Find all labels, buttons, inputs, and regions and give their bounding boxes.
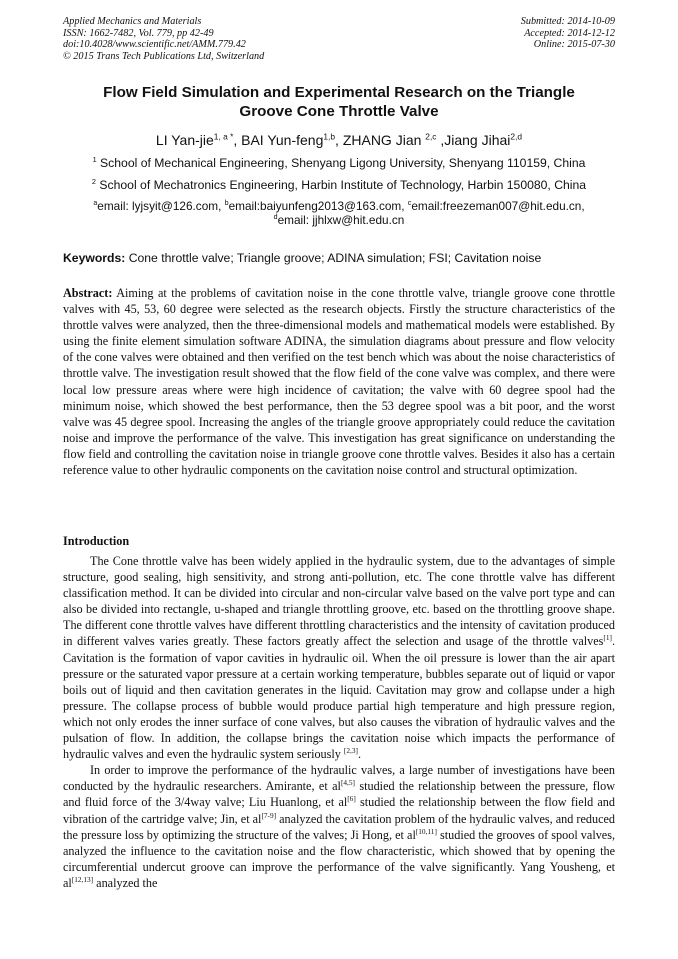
email-line-2 (63, 213, 615, 227)
email-d[interactable]: email: jjhlxw@hit.edu.cn (277, 213, 405, 227)
online-date: Online: 2015-07-30 (533, 39, 615, 50)
email-mark: d (273, 213, 278, 222)
email-b[interactable]: email:baiyunfeng2013@163.com, (228, 199, 408, 213)
author-name: LI Yan-jie (155, 132, 214, 148)
keywords-line (63, 251, 615, 266)
email-mark: b (224, 199, 229, 208)
email-mark: a (93, 199, 98, 208)
affiliation-number: 1 (92, 154, 97, 164)
intro-text: . (357, 747, 361, 762)
citation[interactable]: [2,3] (343, 746, 358, 756)
citation[interactable]: [12,13] (71, 874, 94, 884)
affiliation-2 (63, 178, 615, 193)
affiliation-1 (63, 156, 615, 171)
abstract-text: Aiming at the problems of cavitation noise in the cone throttle valve, triangle groove cone throttle valves with 45, 53, 60 degree were selected as the research objects. Firstly the structure characteristics of the throttle valves were analyzed, then the three-dimensional models and mathematical models were established. By using the finite element simulation software ADINA, the simulation diagrams about pressure and flow velocity of the cone valves were obtained and then verified on the test bench which was about the noise characteristics of throttle valve. The investigation result showed that the flow field of the cone valve was complex, and there were local low pressure areas where were high incidence of cavitation; the valve with 60 degree spool had the minimum noise, which showed the best performance, then the 53 degree spool was a bit poor, and the worst valve was 45 degree spool. Increasing the angles of the triangle groove appropriately could reduce the cavitation noise and improve the performance of the valve. This investigation has great significance on understanding the flow field and controlling the cavitation noise in triangle groove cone throttle valves. Besides it also has a certain reference value to other hydraulic components on the cavitation noise control and structural optimization. (63, 286, 615, 478)
intro-text: analyzed the (93, 875, 158, 890)
author-affiliation-mark: 1, a * (213, 131, 234, 142)
citation[interactable]: [1] (603, 633, 612, 643)
email-a[interactable]: email: lyjsyit@126.com, (97, 199, 225, 213)
citation[interactable]: [10,11] (415, 826, 437, 836)
title-line-2: Groove Cone Throttle Valve (239, 103, 439, 120)
intro-text: The Cone throttle valve has been widely applied in the hydraulic system, due to the advantages of simple structure, good sealing, high sensitivity, and strong anti-pollution, etc. The cone throttle valve has different classification method. It can be divided into circular and non-circular valve based on the valve port type and can also be divided into rectangle, u-shaped and triangle throttling groove, etc. based on the throttling groove shape. The different cone throttle valves have different throttling characteristics and the intensity of cavitation produced in different valves varies greatly. These factors greatly affect the selection and usage of the throttle valves (63, 554, 615, 649)
journal-name: Applied Mechanics and Materials (63, 16, 202, 27)
author-separator: , (335, 132, 343, 148)
affiliation-text: School of Mechatronics Engineering, Harbin Institute of Technology, Harbin 150080, China (96, 178, 587, 192)
author-affiliation-mark: 1,b (323, 131, 336, 142)
doi-line[interactable]: doi:10.4028/www.scientific.net/AMM.779.42 (63, 39, 246, 50)
intro-text: analyzed the cavitation problem of the hydraulic valves, and reduced the pressure loss by optimizing the structure of the valves; Ji Hong, et al (63, 811, 615, 842)
intro-text: studied the relationship between the flow field and vibration of the cartridge valve; Jin, et al (63, 795, 615, 826)
citation[interactable]: [7-9] (261, 810, 277, 820)
intro-paragraph-1 (63, 553, 615, 762)
author-list (63, 131, 615, 149)
journal-header-right (521, 16, 615, 51)
accepted-date: Accepted: 2014-12-12 (524, 27, 615, 39)
email-mark: c (407, 199, 412, 208)
section-heading-introduction: Introduction (63, 534, 130, 548)
affiliation-number: 2 (91, 176, 96, 186)
intro-paragraph-2 (63, 762, 615, 891)
title-line-1: Flow Field Simulation and Experimental Research on the Triangle (103, 84, 575, 101)
copyright-line: © 2015 Trans Tech Publications Ltd, Switzerland (63, 50, 265, 62)
issn-line: ISSN: 1662-7482, Vol. 779, pp 42-49 (63, 27, 214, 39)
author-name: BAI Yun-feng (241, 132, 324, 148)
email-line-1 (63, 199, 615, 213)
email-c[interactable]: email:freezeman007@hit.edu.cn, (411, 199, 585, 213)
intro-text: In order to improve the performance of the hydraulic valves, a large number of investigations have been conducted by the hydraulic researchers. Amirante, et al (63, 763, 615, 794)
keywords-text: Cone throttle valve; Triangle groove; ADINA simulation; FSI; Cavitation noise (125, 251, 542, 265)
author-affiliation-mark: 2,d (510, 131, 523, 142)
author-affiliation-mark: 2,c (425, 131, 437, 142)
affiliation-text: School of Mechanical Engineering, Shenyang Ligong University, Shenyang 110159, China (96, 156, 586, 170)
author-separator: , (233, 132, 242, 148)
author-name: ZHANG Jian (342, 132, 426, 148)
citation[interactable]: [6] (347, 794, 356, 804)
introduction-body (63, 553, 615, 891)
abstract-label: Abstract: (63, 286, 113, 300)
citation[interactable]: [4,5] (340, 778, 355, 788)
abstract-paragraph (63, 285, 615, 478)
submitted-date: Submitted: 2014-10-09 (520, 16, 615, 27)
email-block (63, 199, 615, 227)
intro-text: studied the grooves of spool valves, analyzed the influence to the cavitation noise and the flow characteristic, which showed that by opening the circumferential undercut groove can improve the performance of the valve significantly. Yang Yousheng, et al (63, 827, 615, 890)
paper-title (63, 83, 615, 121)
intro-text: . Cavitation is the formation of vapor cavities in hydraulic oil. When the oil pressure is lower than the air apart pressure or the saturated vapor pressure at a certain working temperature, bubbles separate out of liquid or vapor boils out of liquid and then cavitation generates in the liquid. Cavitation may grow and collapse under a high pressure. The collapse process of bubble would produce partial high temperature and high pressure region, which not only erodes the inner surface of cone valves, but also causes the vibration of hydraulic valves and the pulsation of flow. In addition, the collapse brings the cavitation noise which impacts the performance of hydraulic valves and even the hydraulic system seriously (63, 634, 615, 762)
journal-header-left (63, 16, 264, 62)
intro-text: studied the relationship between the pressure, flow and fluid force of the 3/4way valve; Liu Huanlong, et al (63, 779, 615, 810)
author-separator: , (436, 132, 445, 148)
keywords-label: Keywords: (63, 251, 126, 265)
author-name: Jiang Jihai (444, 132, 511, 148)
